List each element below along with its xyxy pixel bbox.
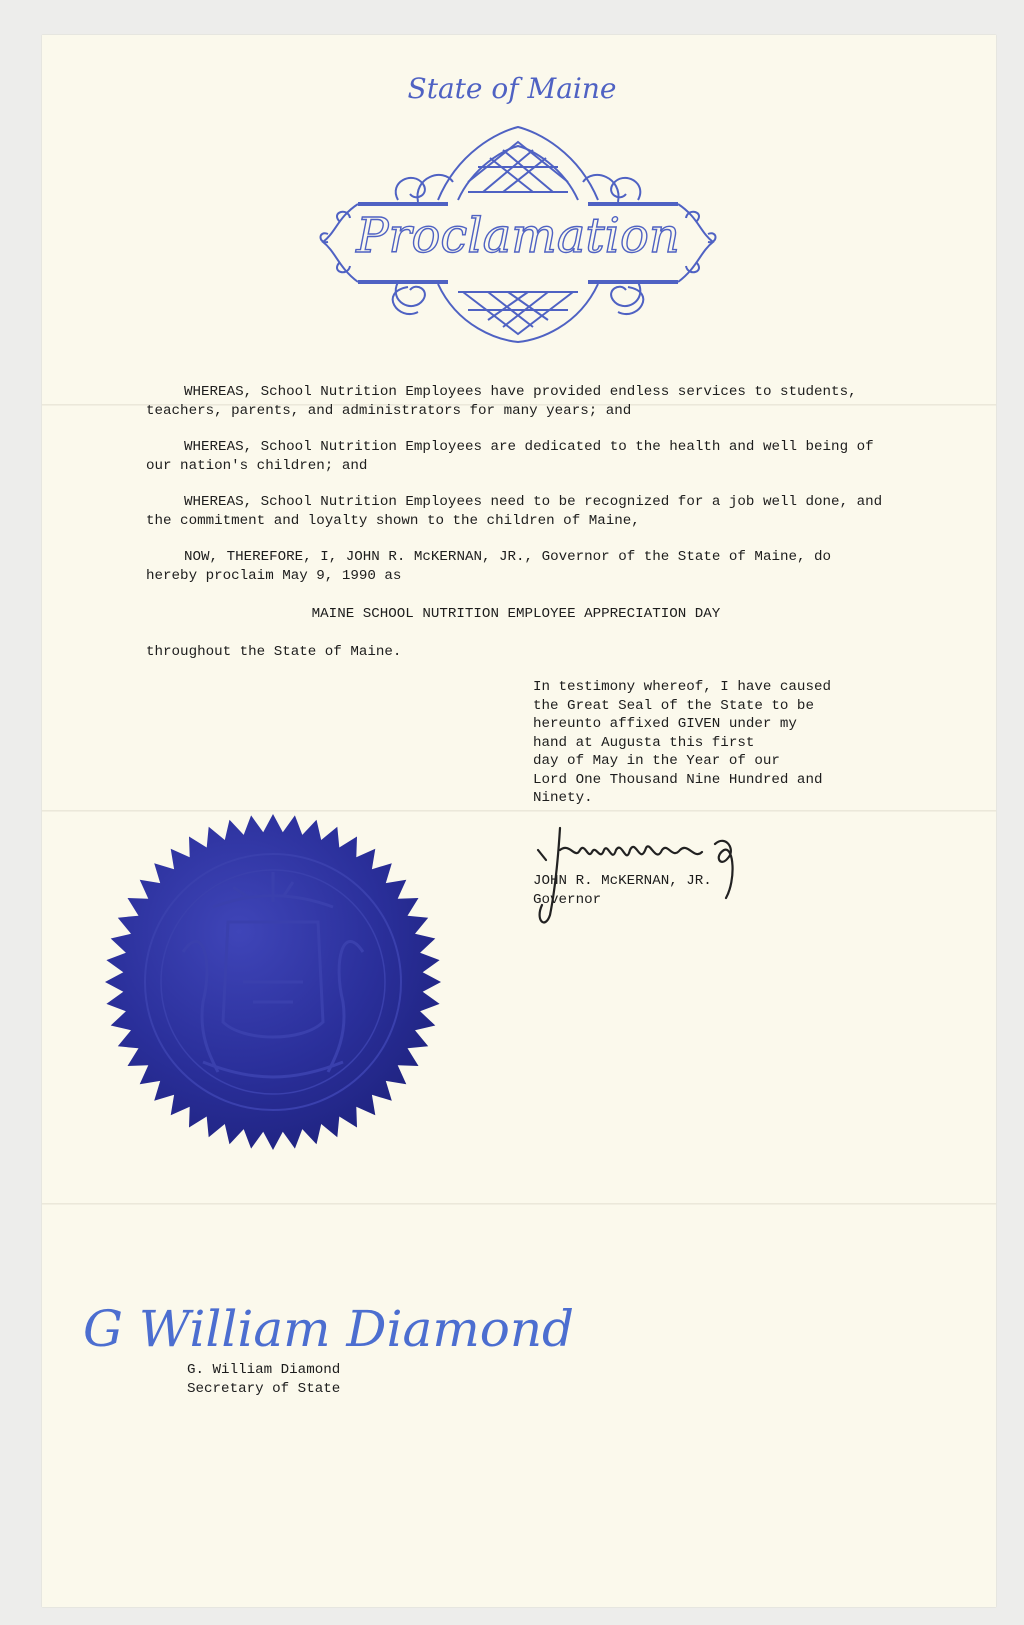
- state-of-maine-heading: State of Maine: [407, 72, 617, 105]
- proclaim-paragraph: NOW, THEREFORE, I, JOHN R. McKERNAN, JR., Governor of the State of Maine, do hereby proclaim May 9, 1990 as: [146, 549, 832, 584]
- secretary-name: G. William Diamond: [187, 1362, 341, 1378]
- appreciation-day-title: MAINE SCHOOL NUTRITION EMPLOYEE APPRECIATION DAY: [311, 606, 721, 622]
- secretary-signature-text: G William Diamond: [83, 1300, 575, 1358]
- proclamation-title: Proclamation: [356, 208, 680, 264]
- great-seal: [102, 813, 444, 1151]
- governor-name: JOHN R. McKERNAN, JR.: [533, 873, 712, 889]
- governor-title: Governor: [533, 892, 602, 908]
- throughout-line: throughout the State of Maine.: [146, 644, 402, 660]
- whereas-paragraph: WHEREAS, School Nutrition Employees are dedicated to the health and well being of our nation's children; and: [146, 439, 874, 474]
- whereas-paragraph: WHEREAS, School Nutrition Employees have provided endless services to students, teachers, parents, and administrators for many years; and: [146, 384, 857, 419]
- fold-line: [42, 1203, 996, 1205]
- testimony-block: In testimony whereof, I have caused the Great Seal of the State to be hereunto affixed GIVEN under my hand at Augusta this first day of May in the Year of our Lord One Thousand Nine Hundred and Ninety.: [533, 679, 831, 806]
- secretary-title: Secretary of State: [187, 1381, 341, 1397]
- proclamation-ornament: [318, 122, 718, 344]
- fold-line: [42, 810, 996, 812]
- whereas-paragraph: WHEREAS, School Nutrition Employees need to be recognized for a job well done, and the commitment and loyalty shown to the children of Maine,: [146, 494, 883, 529]
